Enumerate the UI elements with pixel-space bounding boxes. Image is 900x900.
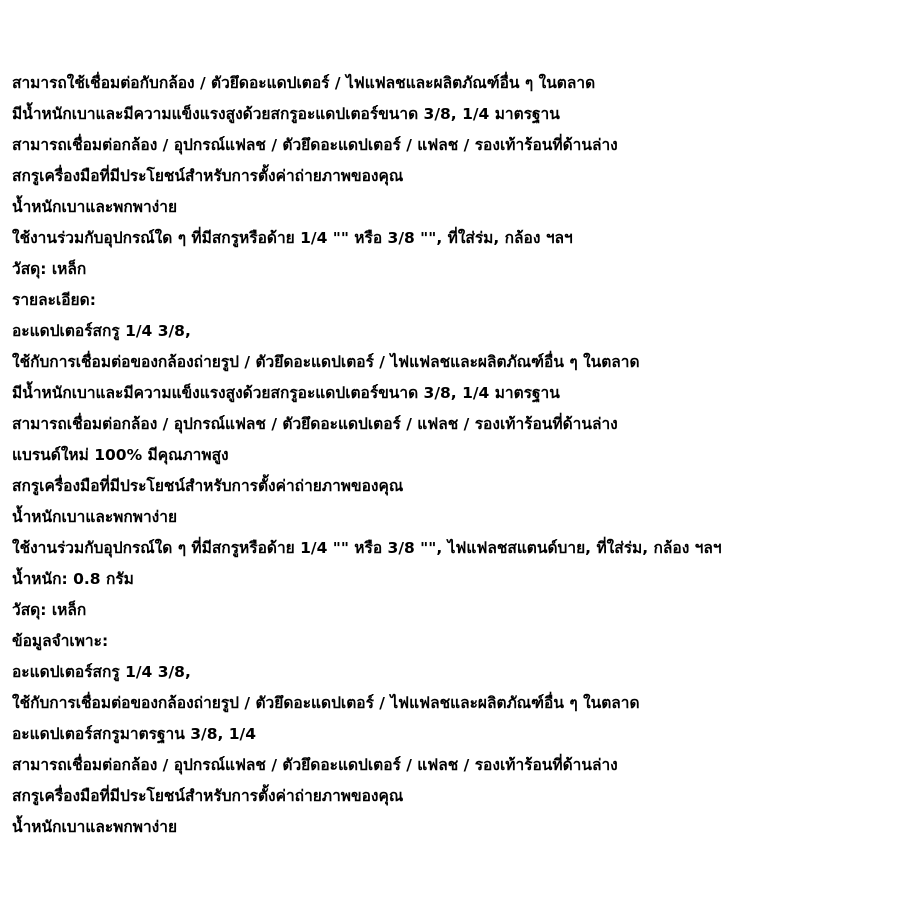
text-line: สกรูเครื่องมือที่มีประโยชน์สำหรับการตั้งค่าถ่ายภาพของคุณ [12, 477, 404, 495]
text-line: มีน้ำหนักเบาและมีความแข็งแรงสูงด้วยสกรูอะแดปเตอร์ขนาด 3/8, 1/4 มาตรฐาน [12, 384, 560, 402]
text-line: อะแดปเตอร์สกรู 1/4 3/8, [12, 663, 191, 681]
text-line: ใช้กับการเชื่อมต่อของกล้องถ่ายรูป / ตัวยึดอะแดปเตอร์ / ไฟแฟลชและผลิตภัณฑ์อื่น ๆ ในตลาด [12, 353, 640, 371]
text-line: แบรนด์ใหม่ 100% มีคุณภาพสูง [12, 446, 229, 464]
text-line: น้ำหนักเบาและพกพาง่าย [12, 508, 178, 526]
details-heading: รายละเอียด: [12, 291, 96, 309]
text-line: สามารถเชื่อมต่อกล้อง / อุปกรณ์แฟลช / ตัวยึดอะแดปเตอร์ / แฟลช / รองเท้าร้อนที่ด้านล่าง [12, 415, 618, 433]
text-line: สามารถใช้เชื่อมต่อกับกล้อง / ตัวยึดอะแดปเตอร์ / ไฟแฟลชและผลิตภัณฑ์อื่น ๆ ในตลาด [12, 74, 596, 92]
material-line: วัสดุ: เหล็ก [12, 260, 87, 278]
text-line: ใช้งานร่วมกับอุปกรณ์ใด ๆ ที่มีสกรูหรือด้าย 1/4 "" หรือ 3/8 "", ที่ใส่ร่ม, กล้อง ฯลฯ [12, 229, 573, 247]
text-line: สามารถเชื่อมต่อกล้อง / อุปกรณ์แฟลช / ตัวยึดอะแดปเตอร์ / แฟลช / รองเท้าร้อนที่ด้านล่าง [12, 756, 618, 774]
text-line: ใช้งานร่วมกับอุปกรณ์ใด ๆ ที่มีสกรูหรือด้าย 1/4 "" หรือ 3/8 "", ไฟแฟลชสแตนด์บาย, ที่ใส่ร่ม, กล้อง ฯลฯ [12, 539, 722, 557]
text-line: อะแดปเตอร์สกรู 1/4 3/8, [12, 322, 191, 340]
text-line: มีน้ำหนักเบาและมีความแข็งแรงสูงด้วยสกรูอะแดปเตอร์ขนาด 3/8, 1/4 มาตรฐาน [12, 105, 560, 123]
text-line: อะแดปเตอร์สกรูมาตรฐาน 3/8, 1/4 [12, 725, 257, 743]
material-line: วัสดุ: เหล็ก [12, 601, 87, 619]
text-line: สามารถเชื่อมต่อกล้อง / อุปกรณ์แฟลช / ตัวยึดอะแดปเตอร์ / แฟลช / รองเท้าร้อนที่ด้านล่าง [12, 136, 618, 154]
text-line: สกรูเครื่องมือที่มีประโยชน์สำหรับการตั้งค่าถ่ายภาพของคุณ [12, 787, 404, 805]
text-line: น้ำหนักเบาและพกพาง่าย [12, 818, 178, 836]
weight-line: น้ำหนัก: 0.8 กรัม [12, 570, 134, 588]
product-description [12, 68, 892, 843]
text-line: ใช้กับการเชื่อมต่อของกล้องถ่ายรูป / ตัวยึดอะแดปเตอร์ / ไฟแฟลชและผลิตภัณฑ์อื่น ๆ ในตลาด [12, 694, 640, 712]
specifications-heading: ข้อมูลจำเพาะ: [12, 632, 109, 650]
text-line: น้ำหนักเบาและพกพาง่าย [12, 198, 178, 216]
text-line: สกรูเครื่องมือที่มีประโยชน์สำหรับการตั้งค่าถ่ายภาพของคุณ [12, 167, 404, 185]
